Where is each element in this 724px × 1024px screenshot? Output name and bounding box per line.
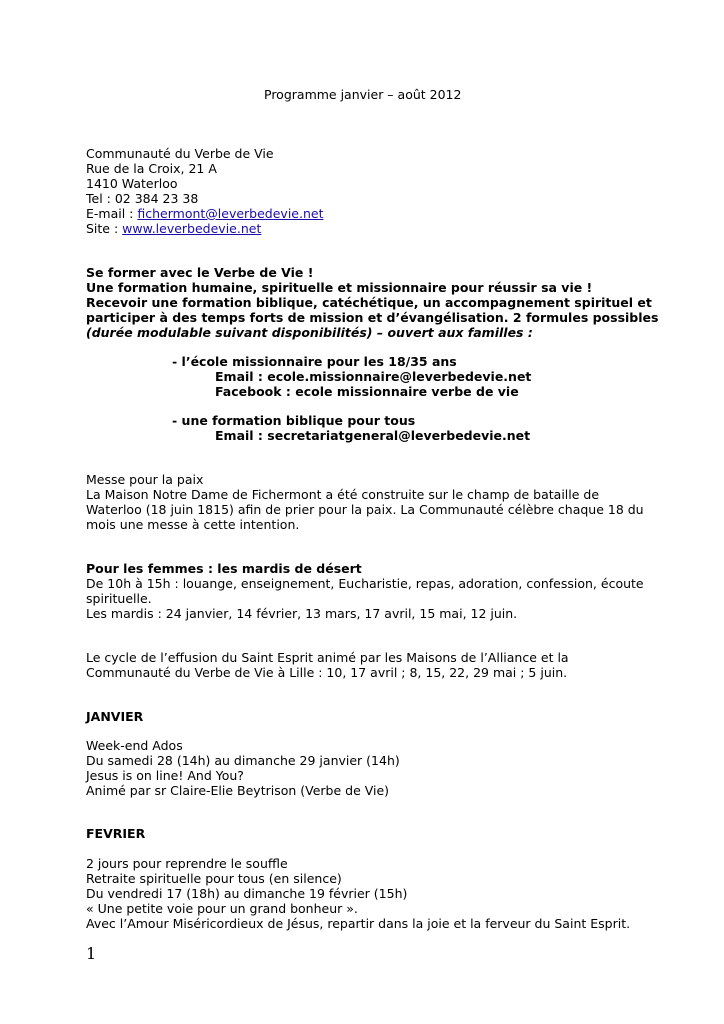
- contact-tel: Tel : 02 384 23 38: [86, 191, 199, 206]
- formation-item-ecole-facebook: Facebook : ecole missionnaire verbe de vie: [215, 384, 519, 399]
- page-number: 1: [86, 944, 97, 963]
- femmes-line-3: Les mardis : 24 janvier, 14 février, 13 mars, 17 avril, 15 mai, 12 juin.: [86, 606, 518, 621]
- messe-line-3: mois une messe à cette intention.: [86, 517, 300, 532]
- formation-item-ecole: - l’école missionnaire pour les 18/35 ans: [172, 354, 457, 369]
- janvier-line-2: Du samedi 28 (14h) au dimanche 29 janvier (14h): [86, 753, 400, 768]
- contact-email-prefix: E-mail :: [86, 206, 138, 221]
- contact-site-line: [86, 221, 261, 236]
- formation-item-biblique: - une formation biblique pour tous: [172, 413, 416, 428]
- janvier-line-4: Animé par sr Claire-Elie Beytrison (Verbe de Vie): [86, 783, 390, 798]
- fevrier-line-2: Retraite spirituelle pour tous (en silence): [86, 871, 342, 886]
- janvier-line-3: Jesus is on line! And You?: [86, 768, 244, 783]
- document-title: Programme janvier – août 2012: [264, 87, 462, 102]
- fevrier-line-1: 2 jours pour reprendre le souffle: [86, 856, 288, 871]
- contact-street: Rue de la Croix, 21 A: [86, 161, 217, 176]
- formation-heading: Se former avec le Verbe de Vie !: [86, 265, 314, 280]
- janvier-line-1: Week-end Ados: [86, 738, 183, 753]
- fevrier-line-4: « Une petite voie pour un grand bonheur ».: [86, 901, 358, 916]
- contact-city: 1410 Waterloo: [86, 176, 178, 191]
- formation-line-2: Une formation humaine, spirituelle et missionnaire pour réussir sa vie !: [86, 280, 593, 295]
- janvier-heading: JANVIER: [86, 709, 144, 724]
- fevrier-line-3: Du vendredi 17 (18h) au dimanche 19 février (15h): [86, 886, 408, 901]
- contact-name: Communauté du Verbe de Vie: [86, 146, 274, 161]
- formation-line-5: (durée modulable suivant disponibilités) – ouvert aux familles :: [86, 325, 533, 340]
- messe-line-2: Waterloo (18 juin 1815) afin de prier pour la paix. La Communauté célèbre chaque 18 du: [86, 502, 644, 517]
- fevrier-heading: FEVRIER: [86, 826, 146, 841]
- formation-item-ecole-email: Email : ecole.missionnaire@leverbedevie.net: [215, 369, 532, 384]
- femmes-line-1: De 10h à 15h : louange, enseignement, Eucharistie, repas, adoration, confession, écoute: [86, 576, 644, 591]
- cycle-line-1: Le cycle de l’effusion du Saint Esprit animé par les Maisons de l’Alliance et la: [86, 650, 569, 665]
- formation-line-3: Recevoir une formation biblique, catéchétique, un accompagnement spirituel et: [86, 295, 652, 310]
- contact-site-link[interactable]: www.leverbedevie.net: [122, 221, 262, 236]
- femmes-heading: Pour les femmes : les mardis de désert: [86, 561, 362, 576]
- femmes-line-2: spirituelle.: [86, 591, 152, 606]
- formation-line-4: participer à des temps forts de mission et d’évangélisation. 2 formules possibles: [86, 310, 659, 325]
- messe-line-1: La Maison Notre Dame de Fichermont a été construite sur le champ de bataille de: [86, 487, 600, 502]
- formation-item-biblique-email: Email : secretariatgeneral@leverbedevie.net: [215, 428, 531, 443]
- contact-site-prefix: Site :: [86, 221, 123, 236]
- cycle-line-2: Communauté du Verbe de Vie à Lille : 10, 17 avril ; 8, 15, 22, 29 mai ; 5 juin.: [86, 665, 568, 680]
- fevrier-line-5: Avec l’Amour Miséricordieux de Jésus, repartir dans la joie et la ferveur du Saint Esprit.: [86, 916, 631, 931]
- contact-email-link[interactable]: fichermont@leverbedevie.net: [137, 206, 324, 221]
- contact-email-line: [86, 206, 323, 221]
- messe-title: Messe pour la paix: [86, 472, 204, 487]
